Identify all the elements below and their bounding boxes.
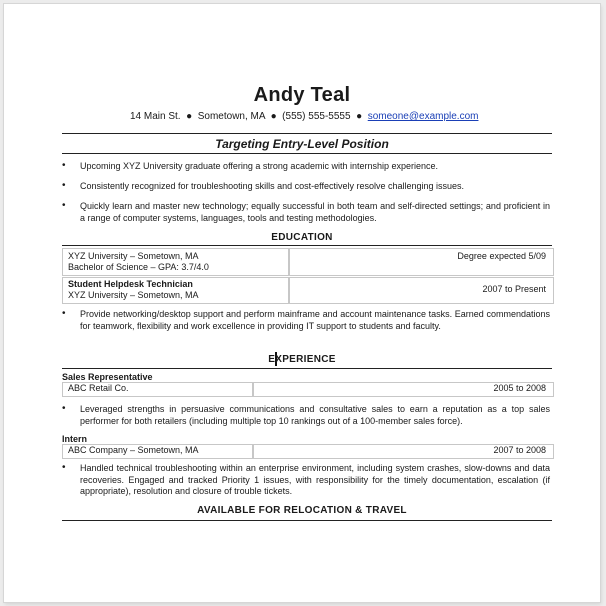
- school-name: XYZ University – Sometown, MA: [68, 251, 199, 261]
- bullet-icon: •: [62, 160, 66, 171]
- job-title: Intern: [62, 434, 88, 444]
- experience-heading: EXPERIENCE: [268, 354, 336, 365]
- city: Sometown, MA: [197, 111, 266, 122]
- bullet-icon: •: [62, 308, 66, 319]
- candidate-name: Andy Teal: [253, 84, 351, 106]
- job-org: ABC Retail Co.: [68, 383, 129, 393]
- bullet-icon: •: [62, 200, 66, 211]
- job-dates: 2007 to 2008: [493, 445, 546, 455]
- address: 14 Main St.: [130, 111, 181, 122]
- bullet-icon: •: [62, 403, 66, 414]
- divider-top: [62, 133, 552, 134]
- degree: Bachelor of Science – GPA: 3.7/4.0: [68, 262, 209, 272]
- bullet-icon: •: [62, 462, 66, 473]
- divider-objective: [62, 153, 552, 154]
- student-job-dates: 2007 to Present: [482, 284, 546, 294]
- student-job-org: XYZ University – Sometown, MA: [68, 290, 199, 300]
- phone: (555) 555-5555: [282, 111, 351, 122]
- job-dates: 2005 to 2008: [493, 383, 546, 393]
- job-title: Sales Representative: [62, 372, 153, 382]
- contact-line: 14 Main St. ● Sometown, MA ● (555) 555-5555 ● someone@example.com: [130, 111, 479, 122]
- divider-education: [62, 245, 552, 246]
- resume-page: Andy Teal 14 Main St. ● Sometown, MA ● (555) 555-5555 ● someone@example.com Targeting Entry-Level Position • Upcoming XYZ University graduate offering a strong academic with internship experience. • Consistently recognized for troubleshooting skills and cost-effectively resolve challenging issues. • Quickly learn and master new technology; equally successful in both team and self-directed settings; and proficient in a range of computer systems, languages, tools and testing methodologies. EDUCATION XYZ University – Sometown, MA Degree expected 5/09 Bachelor of Science – GPA: 3.7/4.0 Student Helpdesk Technician 2007 to Present XYZ University – Sometown, MA • Provide networking/desktop support and perform mainframe and account maintenance tasks. Earned commendations for teamwork, flexibility and work excellence in providing IT support to students and faculty. EXPERIENCE Sales Representative ABC Retail Co. 2005 to 2008 • Leveraged strengths in persuasive communications and consultative sales to earn a reputation as a top sales performer for both retailers (including multiple top 10 rankings out of a 100-member sales force). Intern ABC Company – Sometown, MA 2007 to 2008 • Handled technical troubleshooting within an enterprise environment, including system crashes, slow-downs and data recoveries. Engaged and tracked Priority 1 issues, with responsibility for the timely documentation, escalation (if appropriate), resolution and closure of trouble tickets. AVAILABLE FOR RELOCATION & TRAVEL: [4, 4, 600, 602]
- education-heading: EDUCATION: [271, 232, 333, 243]
- divider-experience: [62, 368, 552, 369]
- divider-bottom: [62, 520, 552, 521]
- degree-expected: Degree expected 5/09: [457, 251, 546, 261]
- student-job-title: Student Helpdesk Technician: [68, 279, 193, 289]
- job-org: ABC Company – Sometown, MA: [68, 445, 199, 455]
- objective-title: Targeting Entry-Level Position: [215, 137, 389, 151]
- bullet-icon: •: [62, 180, 66, 191]
- footer-availability: AVAILABLE FOR RELOCATION & TRAVEL: [197, 505, 407, 516]
- email-link[interactable]: someone@example.com: [367, 111, 479, 122]
